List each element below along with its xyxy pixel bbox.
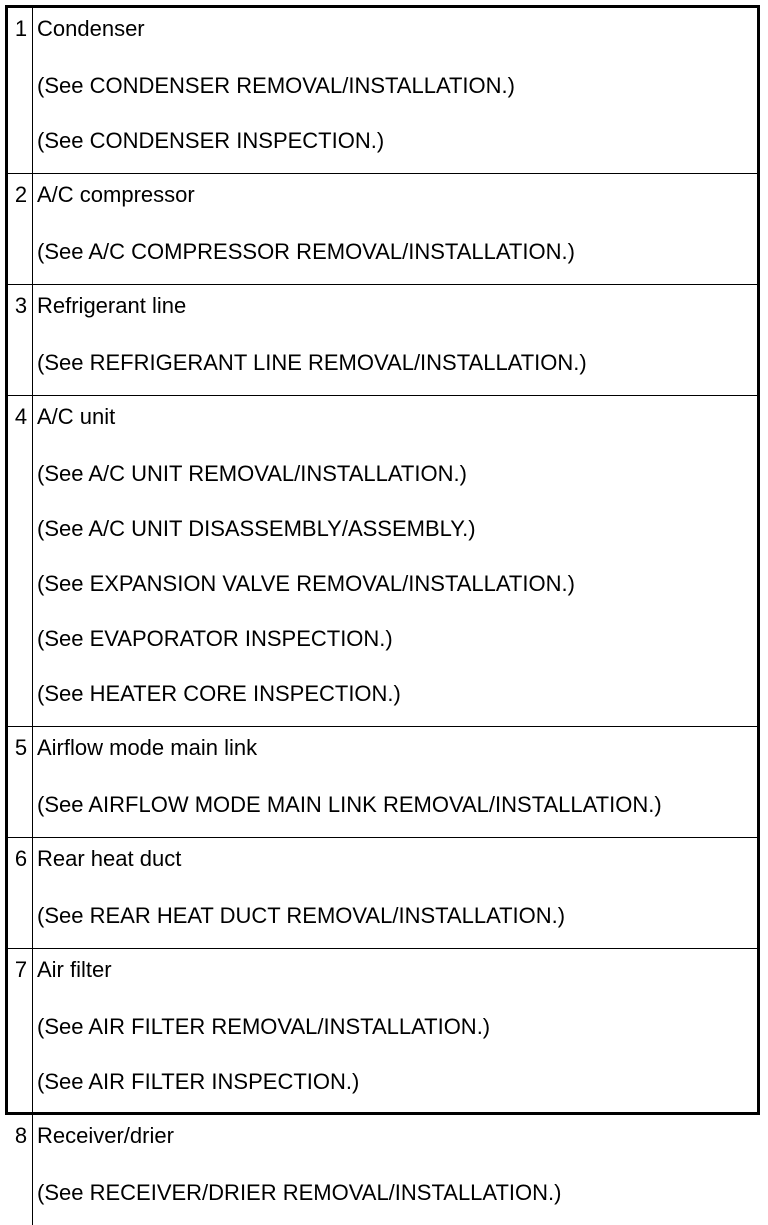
item-reference: (See A/C UNIT REMOVAL/INSTALLATION.) [33, 451, 757, 506]
item-reference: (See EVAPORATOR INSPECTION.) [33, 616, 757, 671]
table-row [8, 285, 757, 396]
item-number: 6 [8, 838, 32, 872]
item-number: 1 [8, 8, 32, 42]
item-content-cell [33, 1115, 758, 1225]
item-reference: (See CONDENSER INSPECTION.) [33, 118, 757, 173]
table-row [8, 174, 757, 285]
item-reference: (See A/C UNIT DISASSEMBLY/ASSEMBLY.) [33, 506, 757, 561]
table-row [8, 396, 757, 727]
item-name: Airflow mode main link [33, 727, 757, 782]
parts-table-frame [5, 5, 760, 1115]
parts-table [8, 8, 757, 1225]
table-row [8, 727, 757, 838]
item-name: Air filter [33, 949, 757, 1004]
item-name: A/C unit [33, 396, 757, 451]
item-reference: (See HEATER CORE INSPECTION.) [33, 671, 757, 726]
item-number-cell [8, 949, 33, 1115]
table-row [8, 949, 757, 1115]
item-content-cell [33, 949, 758, 1115]
item-content-cell [33, 396, 758, 727]
item-reference: (See CONDENSER REMOVAL/INSTALLATION.) [33, 63, 757, 118]
item-reference: (See RECEIVER/DRIER REMOVAL/INSTALLATION.) [33, 1170, 757, 1225]
item-number-cell [8, 727, 33, 838]
table-row [8, 8, 757, 174]
item-content-cell [33, 174, 758, 285]
item-reference: (See AIR FILTER INSPECTION.) [33, 1059, 757, 1114]
item-content-cell [33, 838, 758, 949]
item-number-cell [8, 1115, 33, 1225]
item-number: 5 [8, 727, 32, 761]
item-number-cell [8, 8, 33, 174]
item-name: Condenser [33, 8, 757, 63]
item-number: 8 [8, 1115, 32, 1149]
item-content-cell [33, 285, 758, 396]
item-reference: (See AIRFLOW MODE MAIN LINK REMOVAL/INSTALLATION.) [33, 782, 757, 837]
item-number-cell [8, 285, 33, 396]
item-number: 3 [8, 285, 32, 319]
table-row [8, 1115, 757, 1225]
item-name: Receiver/drier [33, 1115, 757, 1170]
item-reference: (See A/C COMPRESSOR REMOVAL/INSTALLATION.) [33, 229, 757, 284]
item-name: Rear heat duct [33, 838, 757, 893]
item-number: 4 [8, 396, 32, 430]
item-reference: (See EXPANSION VALVE REMOVAL/INSTALLATION.) [33, 561, 757, 616]
item-content-cell [33, 727, 758, 838]
item-name: Refrigerant line [33, 285, 757, 340]
item-name: A/C compressor [33, 174, 757, 229]
item-reference: (See REFRIGERANT LINE REMOVAL/INSTALLATION.) [33, 340, 757, 395]
item-number-cell [8, 396, 33, 727]
item-number-cell [8, 174, 33, 285]
item-reference: (See REAR HEAT DUCT REMOVAL/INSTALLATION.) [33, 893, 757, 948]
table-row [8, 838, 757, 949]
parts-table-body [8, 8, 757, 1225]
item-reference: (See AIR FILTER REMOVAL/INSTALLATION.) [33, 1004, 757, 1059]
item-number: 7 [8, 949, 32, 983]
item-content-cell [33, 8, 758, 174]
item-number-cell [8, 838, 33, 949]
item-number: 2 [8, 174, 32, 208]
